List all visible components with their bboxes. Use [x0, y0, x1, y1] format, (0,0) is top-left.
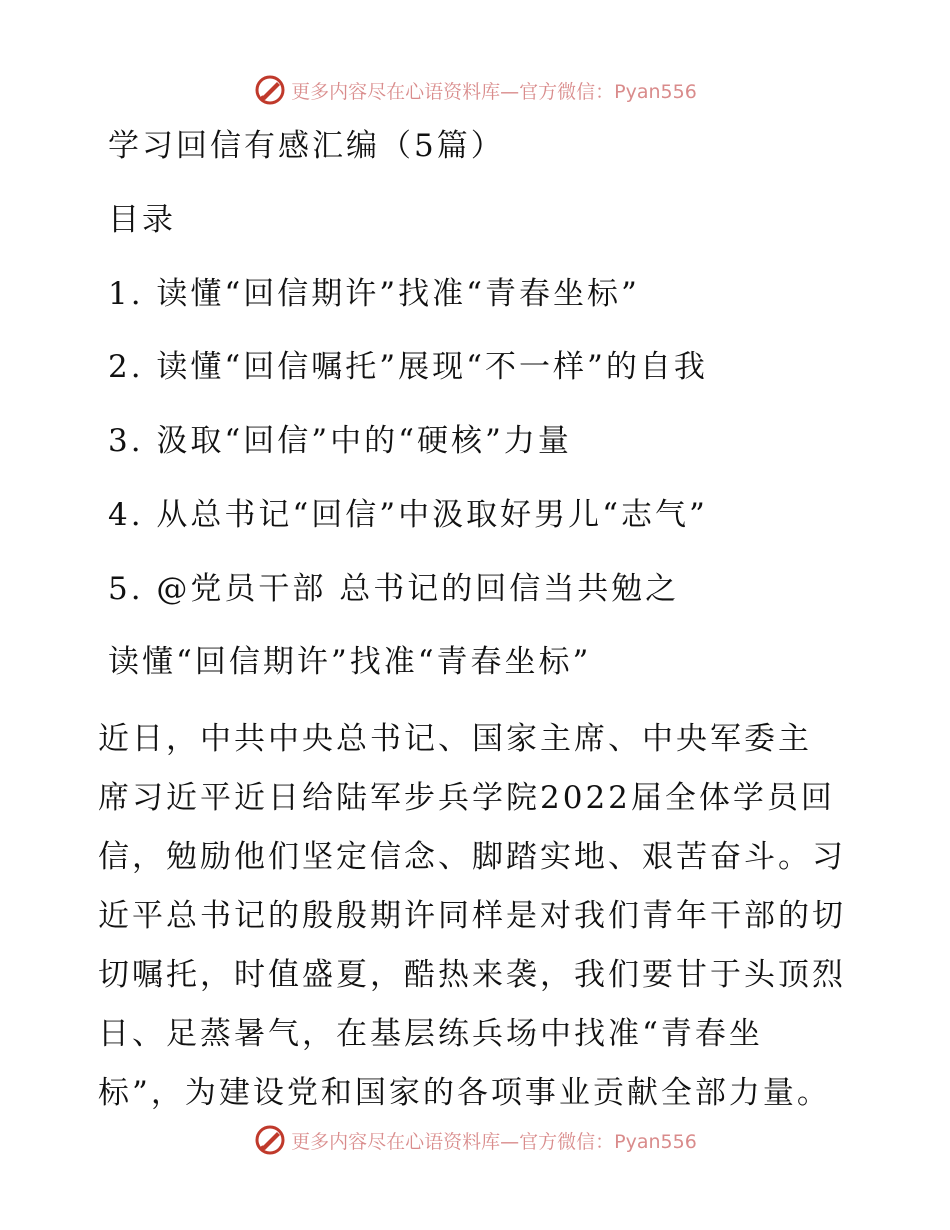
body-line: 席习近平近日给陆军步兵学院2022届全体学员回 — [98, 780, 835, 816]
body-line: 日、足蒸暑气，在基层练兵场中找准“青春坐 — [98, 1016, 763, 1052]
footer-watermark — [0, 1120, 950, 1160]
toc-item-5: 5. @党员干部 总书记的回信当共勉之 — [108, 571, 680, 607]
body-line: 切嘱托，时值盛夏，酷热来袭，我们要甘于头顶烈 — [98, 957, 846, 993]
logo-icon — [253, 73, 287, 107]
header-watermark — [0, 70, 950, 110]
toc-item-1: 1. 读懂“回信期许”找准“青春坐标” — [108, 276, 640, 312]
header-watermark-text: 更多内容尽在心语资料库—官方微信：Pyan556 — [291, 80, 697, 103]
toc-item-3: 3. 汲取“回信”中的“硬核”力量 — [108, 423, 572, 459]
body-line: 近日，中共中央总书记、国家主席、中央军委主 — [98, 721, 812, 757]
body-line: 信，勉励他们坚定信念、脚踏实地、艰苦奋斗。习 — [98, 839, 846, 875]
toc-item-4: 4. 从总书记“回信”中汲取好男儿“志气” — [108, 497, 708, 533]
body-line: 标”，为建设党和国家的各项事业贡献全部力量。 — [98, 1075, 831, 1111]
body-line: 近平总书记的殷殷期许同样是对我们青年干部的切 — [98, 898, 846, 934]
footer-watermark-text: 更多内容尽在心语资料库—官方微信：Pyan556 — [291, 1130, 697, 1153]
toc-heading: 目录 — [108, 202, 176, 238]
body-paragraph — [98, 710, 858, 1123]
logo-icon — [253, 1123, 287, 1157]
document-title: 学习回信有感汇编（5篇） — [108, 128, 505, 164]
toc-item-2: 2. 读懂“回信嘱托”展现“不一样”的自我 — [108, 349, 708, 385]
section-heading: 读懂“回信期许”找准“青春坐标” — [108, 644, 592, 680]
